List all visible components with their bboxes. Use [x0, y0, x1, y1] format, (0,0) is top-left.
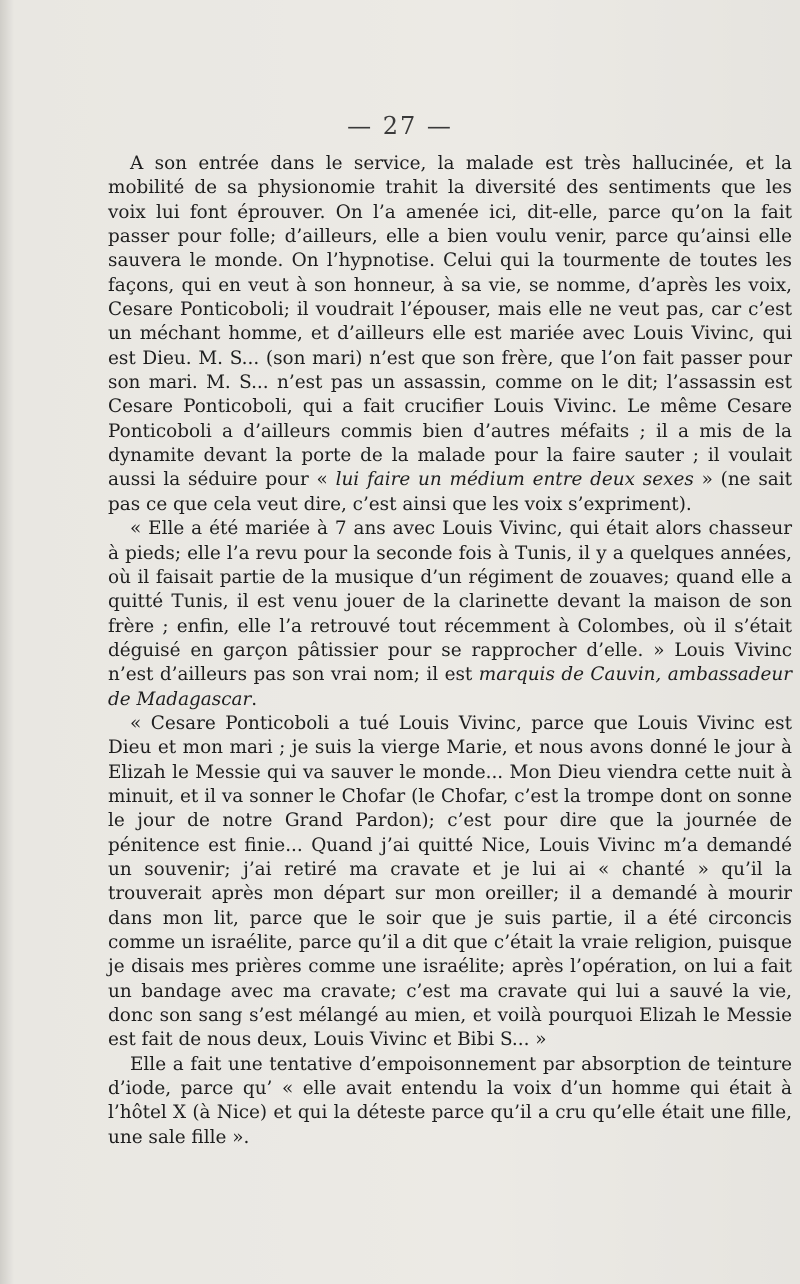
paragraph-3-text: « Cesare Ponticoboli a tué Louis Vivinc, parce que Louis Vivinc est Dieu et mon mari ; je suis la vierge Marie, et nous avons donné le jour à Elizah le Messie qui va sauver le monde... Mon Dieu viendra cette nuit à minuit, et il va sonner le Chofar (le Chofar, c’est la trompe dont on sonne le jour de notre Grand Pardon); c’est pour dire que la journée de pénitence est finie... Quand j’ai quitté Nice, Louis Vivinc m’a demandé un souvenir; j’ai retiré ma cravate et je lui ai « chanté » qu’il la trouverait après mon départ sur mon oreiller; il a demandé à mourir dans mon lit, parce que le soir que je suis partie, il a été circoncis comme un israélite, parce qu’il a dit que c’était la vraie religion, puisque je disais mes prières comme une israélite; après l’opération, on lui a fait un bandage avec ma cravate; c’est ma cravate qui lui a sauvé la vie, donc son sang s’est mélangé au mien, et voilà pourquoi Elizah le Messie est fait de nous deux, Louis Vivinc et Bibi S... » [108, 712, 792, 1051]
paragraph-1 [108, 152, 792, 517]
paragraph-1-text-a: A son entrée dans le service, la malade est très hallucinée, et la mobilité de sa physionomie trahit la diversité des sentiments que les voix lui font éprouver. On l’a amenée ici, dit-elle, parce qu’on la fait passer pour folle; d’ailleurs, elle a bien voulu venir, parce qu’ainsi elle sauvera le monde. On l’hypnotise. Celui qui la tourmente de toutes les façons, qui en veut à son honneur, à sa vie, se nomme, d’après les voix, Cesare Ponticoboli; il voudrait l’épouser, mais elle ne veut pas, car c’est un méchant homme, et d’ailleurs elle est mariée avec Louis Vivinc, qui est Dieu. M. S... (son mari) n’est que son frère, que l’on fait passer pour son mari. M. S... n’est pas un assassin, comme on le dit; l’assassin est Cesare Ponticoboli, qui a fait crucifier Louis Vivinc. Le même Cesare Ponticoboli a d’ailleurs commis bien d’autres méfaits ; il a mis de la dynamite devant la porte de la malade pour la faire sauter ; il voulait aussi la séduire pour « [108, 153, 792, 491]
paragraph-4 [108, 1053, 792, 1150]
page-number: — 27 — [347, 112, 453, 140]
paragraph-2-text-a: « Elle a été mariée à 7 ans avec Louis Vivinc, qui était alors chasseur à pieds; elle l’a revu pour la seconde fois à Tunis, il y a quelques années, où il faisait partie de la musique d’un régiment de zouaves; quand elle a quitté Tunis, il est venu jouer de la clarinette devant la maison de son frère ; enfin, elle l’a retrouvé tout récemment à Colombes, où il s’était déguisé en garçon pâtissier pour se rapprocher d’elle. » Louis Vivinc n’est d’ailleurs pas son vrai nom; il est [108, 518, 792, 686]
paragraph-3 [108, 712, 792, 1053]
body-text [108, 152, 792, 1150]
paragraph-1-italic-quote: lui faire un médium entre deux sexes [335, 469, 694, 491]
paragraph-4-text: Elle a fait une tentative d’empoisonnement par absorption de teinture d’iode, parce qu’ « elle avait entendu la voix d’un homme qui était à l’hôtel X (à Nice) et qui la déteste parce qu’il a cru qu’elle était une fille, une sale fille ». [108, 1053, 792, 1148]
paragraph-1-text-b: » (ne sait pas ce que cela veut dire, c’est ainsi que les voix s’expriment). [108, 469, 793, 515]
paragraph-2-text-b: . [251, 688, 258, 710]
paragraph-2-italic-title: marquis de Cauvin, ambassadeur de Madagascar [108, 664, 792, 710]
paragraph-2 [108, 517, 792, 712]
